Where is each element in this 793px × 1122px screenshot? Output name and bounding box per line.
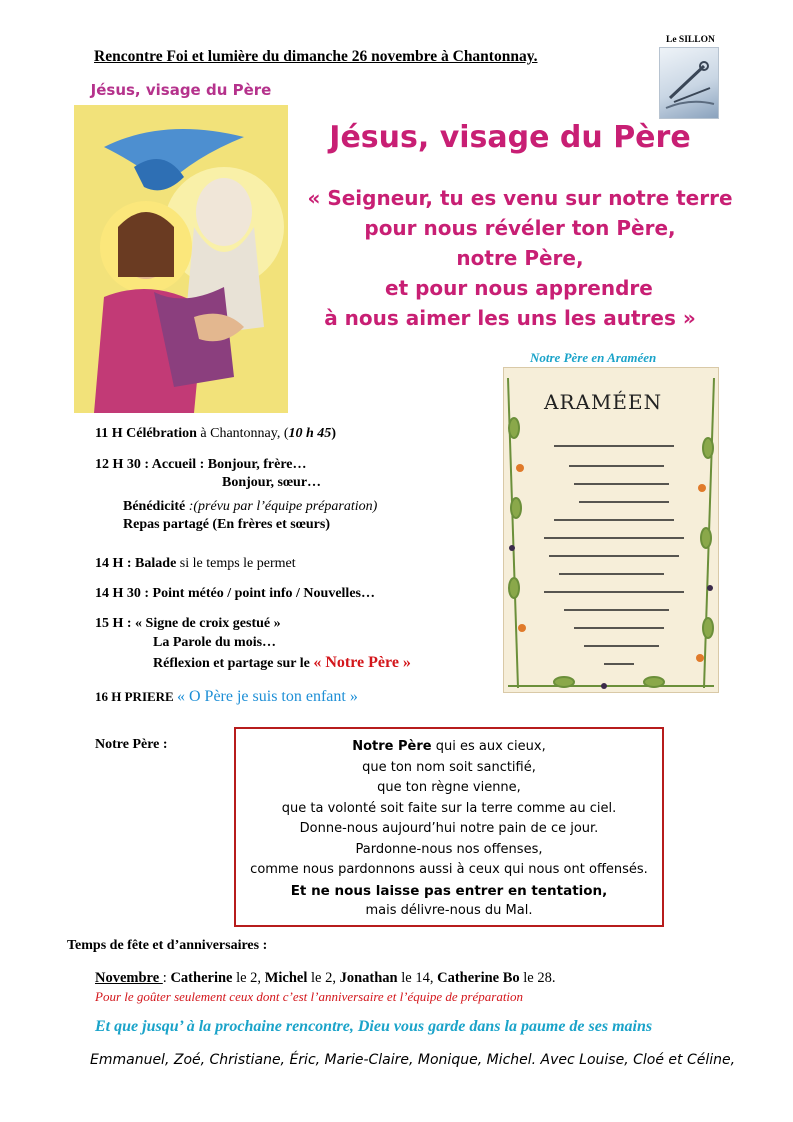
schedule-item: Repas partagé (En frères et sœurs) <box>123 517 330 532</box>
painting-caption: Jésus, visage du Père <box>74 77 288 105</box>
prayer-line: que ton règne vienne, <box>377 780 521 795</box>
quote-line: notre Père, <box>456 246 584 270</box>
notre-pere-label: Notre Père : <box>95 737 168 752</box>
quote-line: à nous aimer les uns les autres » <box>324 306 696 330</box>
prayer-line: Et ne nous laisse pas entrer en tentation, <box>290 882 608 899</box>
page-header-title: Rencontre Foi et lumière du dimanche 26 novembre à Chantonnay. <box>94 48 538 65</box>
lords-prayer-box <box>234 727 664 927</box>
signature-names: Emmanuel, Zoé, Christiane, Éric, Marie-Claire, Monique, Michel. Avec Louise, Cloé et Céline, <box>90 1052 736 1068</box>
prayer-line: que ta volonté soit faite sur la terre comme au ciel. <box>281 800 617 816</box>
schedule-item: 15 H : « Signe de croix gestué » <box>95 616 281 631</box>
snack-note: Pour le goûter seulement ceux dont c’est l’anniversaire et l’équipe de préparation <box>95 989 524 1004</box>
jesus-father-painting <box>74 77 288 413</box>
schedule-item: 16 H PRIERE « O Père je suis ton enfant » <box>95 688 358 705</box>
closing-blessing: Et que jusqu’ à la prochaine rencontre, Dieu vous garde dans la paume de ses mains <box>95 1018 653 1035</box>
arameen-label: Notre Père en Araméen <box>530 350 657 365</box>
quote-line: et pour nous apprendre <box>385 276 653 300</box>
birthday-line: Novembre : Catherine le 2, Michel le 2, Jonathan le 14, Catherine Bo le 28. <box>95 970 556 986</box>
prayer-line: que ton nom soit sanctifié, <box>362 759 536 775</box>
sillon-logo <box>659 47 719 119</box>
schedule-item: Bénédicité :(prévu par l’équipe préparation) <box>123 499 378 514</box>
prayer-line: comme nous pardonnons aussi à ceux qui nous ont offensés. <box>250 862 648 877</box>
prayer-line: mais délivre-nous du Mal. <box>365 903 533 918</box>
prayer-line: Donne-nous aujourd’hui notre pain de ce jour. <box>299 821 599 836</box>
quote-line: « Seigneur, tu es venu sur notre terre <box>307 186 733 210</box>
prayer-line: Pardonne-nous nos offenses, <box>355 841 543 857</box>
schedule-item: 12 H 30 : Accueil : Bonjour, frère… <box>95 457 307 472</box>
aramaic-heading: ARAMÉEN <box>544 390 663 414</box>
logo-label: Le SILLON <box>666 35 715 45</box>
feast-title: Temps de fête et d’anniversaires : <box>67 938 268 953</box>
schedule-item: Réflexion et partage sur le « Notre Père » <box>153 654 411 671</box>
quote-line: pour nous révéler ton Père, <box>364 216 676 240</box>
schedule-item: Bonjour, sœur… <box>222 475 322 490</box>
schedule-item: 14 H : Balade si le temps le permet <box>95 556 296 571</box>
aramaic-prayer-image <box>503 367 719 693</box>
schedule-item: La Parole du mois… <box>153 635 277 650</box>
schedule-item: 11 H Célébration à Chantonnay, (10 h 45) <box>95 426 336 441</box>
schedule-item: 14 H 30 : Point météo / point info / Nouvelles… <box>95 586 375 601</box>
main-title: Jésus, visage du Père <box>329 120 691 155</box>
prayer-line: Notre Père qui es aux cieux, <box>352 739 546 754</box>
